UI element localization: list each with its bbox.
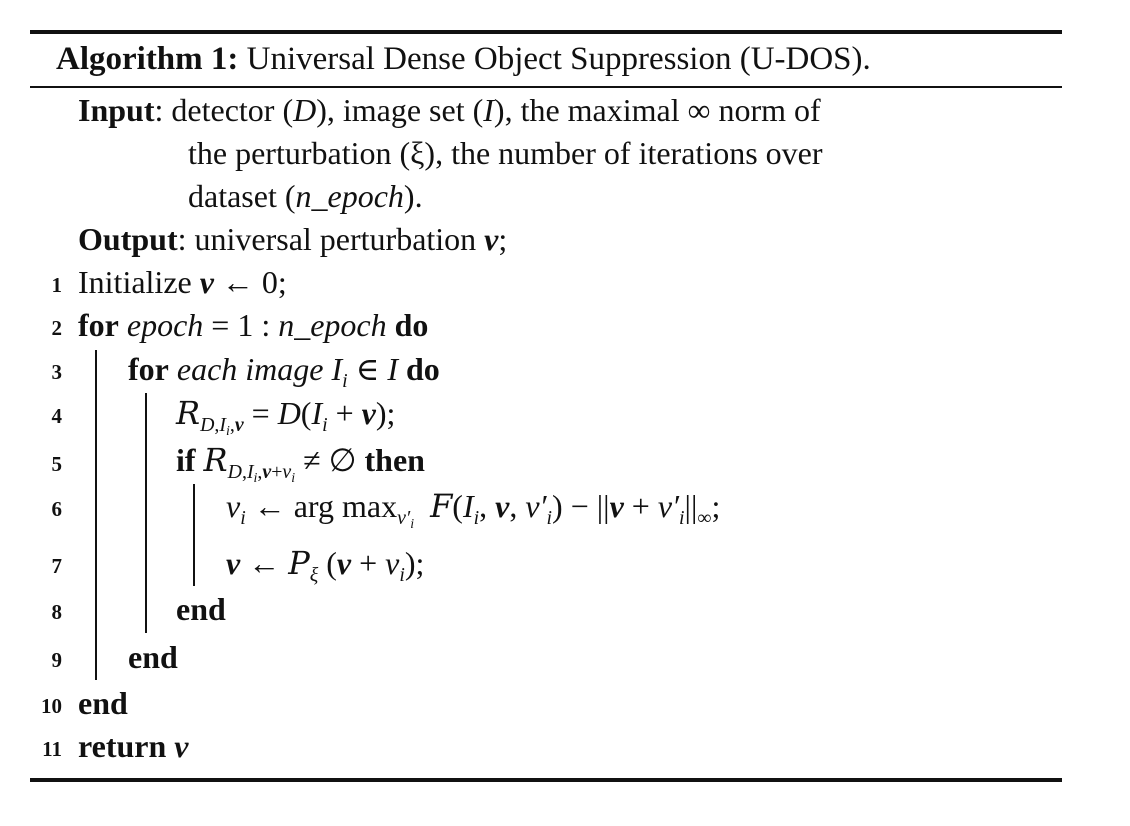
inner-for-block-bar [145,393,147,633]
line-number: 7 [51,554,62,578]
step-detect: $R_{D,I_i,v} = D(I_i + v)$; [176,394,396,440]
line-number: 5 [51,452,62,476]
keyword-for: for [128,351,169,387]
input-label: Input [78,92,155,128]
keyword-return: return [78,728,167,764]
title-rule [30,86,1062,88]
step-end-inner-for [128,637,178,677]
step-project: v ← $P_\xi$ $(v + v_i)$; [226,544,425,586]
line-number: 6 [51,497,62,521]
step-initialize: Initialize v ← 0; [78,264,287,300]
keyword-for: for [78,307,119,343]
keyword-end: end [128,639,178,675]
outer-for-block-bar [95,350,97,680]
step-end-outer-for [78,683,128,723]
line-number: 11 [42,737,62,761]
keyword-then: then [364,442,425,478]
bottom-rule [30,778,1062,782]
line-number: 1 [51,273,62,297]
line-number: 8 [51,600,62,624]
input-line [78,90,821,130]
algorithm-label: Algorithm 1: [56,41,239,77]
algorithm-title [56,36,871,82]
keyword-if: if [176,442,196,478]
line-number: 3 [51,360,62,384]
line-number: 9 [51,648,62,672]
if-block-bar [193,484,195,586]
input-text-3: dataset (n_epoch). [188,178,423,214]
line-number: 4 [51,404,62,428]
step-argmax: $v_i$ ← arg $\max_{v'_i} F(I_i$, v, $v'_i) - ||v + v'_i||_\infty$; [226,487,721,533]
input-text-1: : detector (D), image set (I), the maximal ∞ norm of [154,92,821,128]
step-return [78,726,188,766]
output-line [78,219,507,259]
keyword-do: do [394,307,429,343]
line-number: 10 [41,694,62,718]
keyword-end: end [78,685,128,721]
input-text-2: the perturbation (ξ), the number of iterations over [188,135,823,171]
algorithm-name: Universal Dense Object Suppression (U-DOS). [246,41,871,77]
step-for-epoch: for epoch = 1 : n_epoch do [78,307,429,343]
top-rule [30,30,1062,34]
output-label: Output [78,221,178,257]
step-if: if $R_{D,I_i,v+v_i}$ ≠ ∅ then [176,441,425,487]
step-for-image: for each image $I_i$ ∈ I do [128,351,440,392]
line-number: 2 [51,316,62,340]
step-end-if [176,589,226,629]
keyword-end: end [176,591,226,627]
return-value: v [174,728,189,764]
output-text: : universal perturbation v; [177,221,508,257]
keyword-do: do [405,351,440,387]
